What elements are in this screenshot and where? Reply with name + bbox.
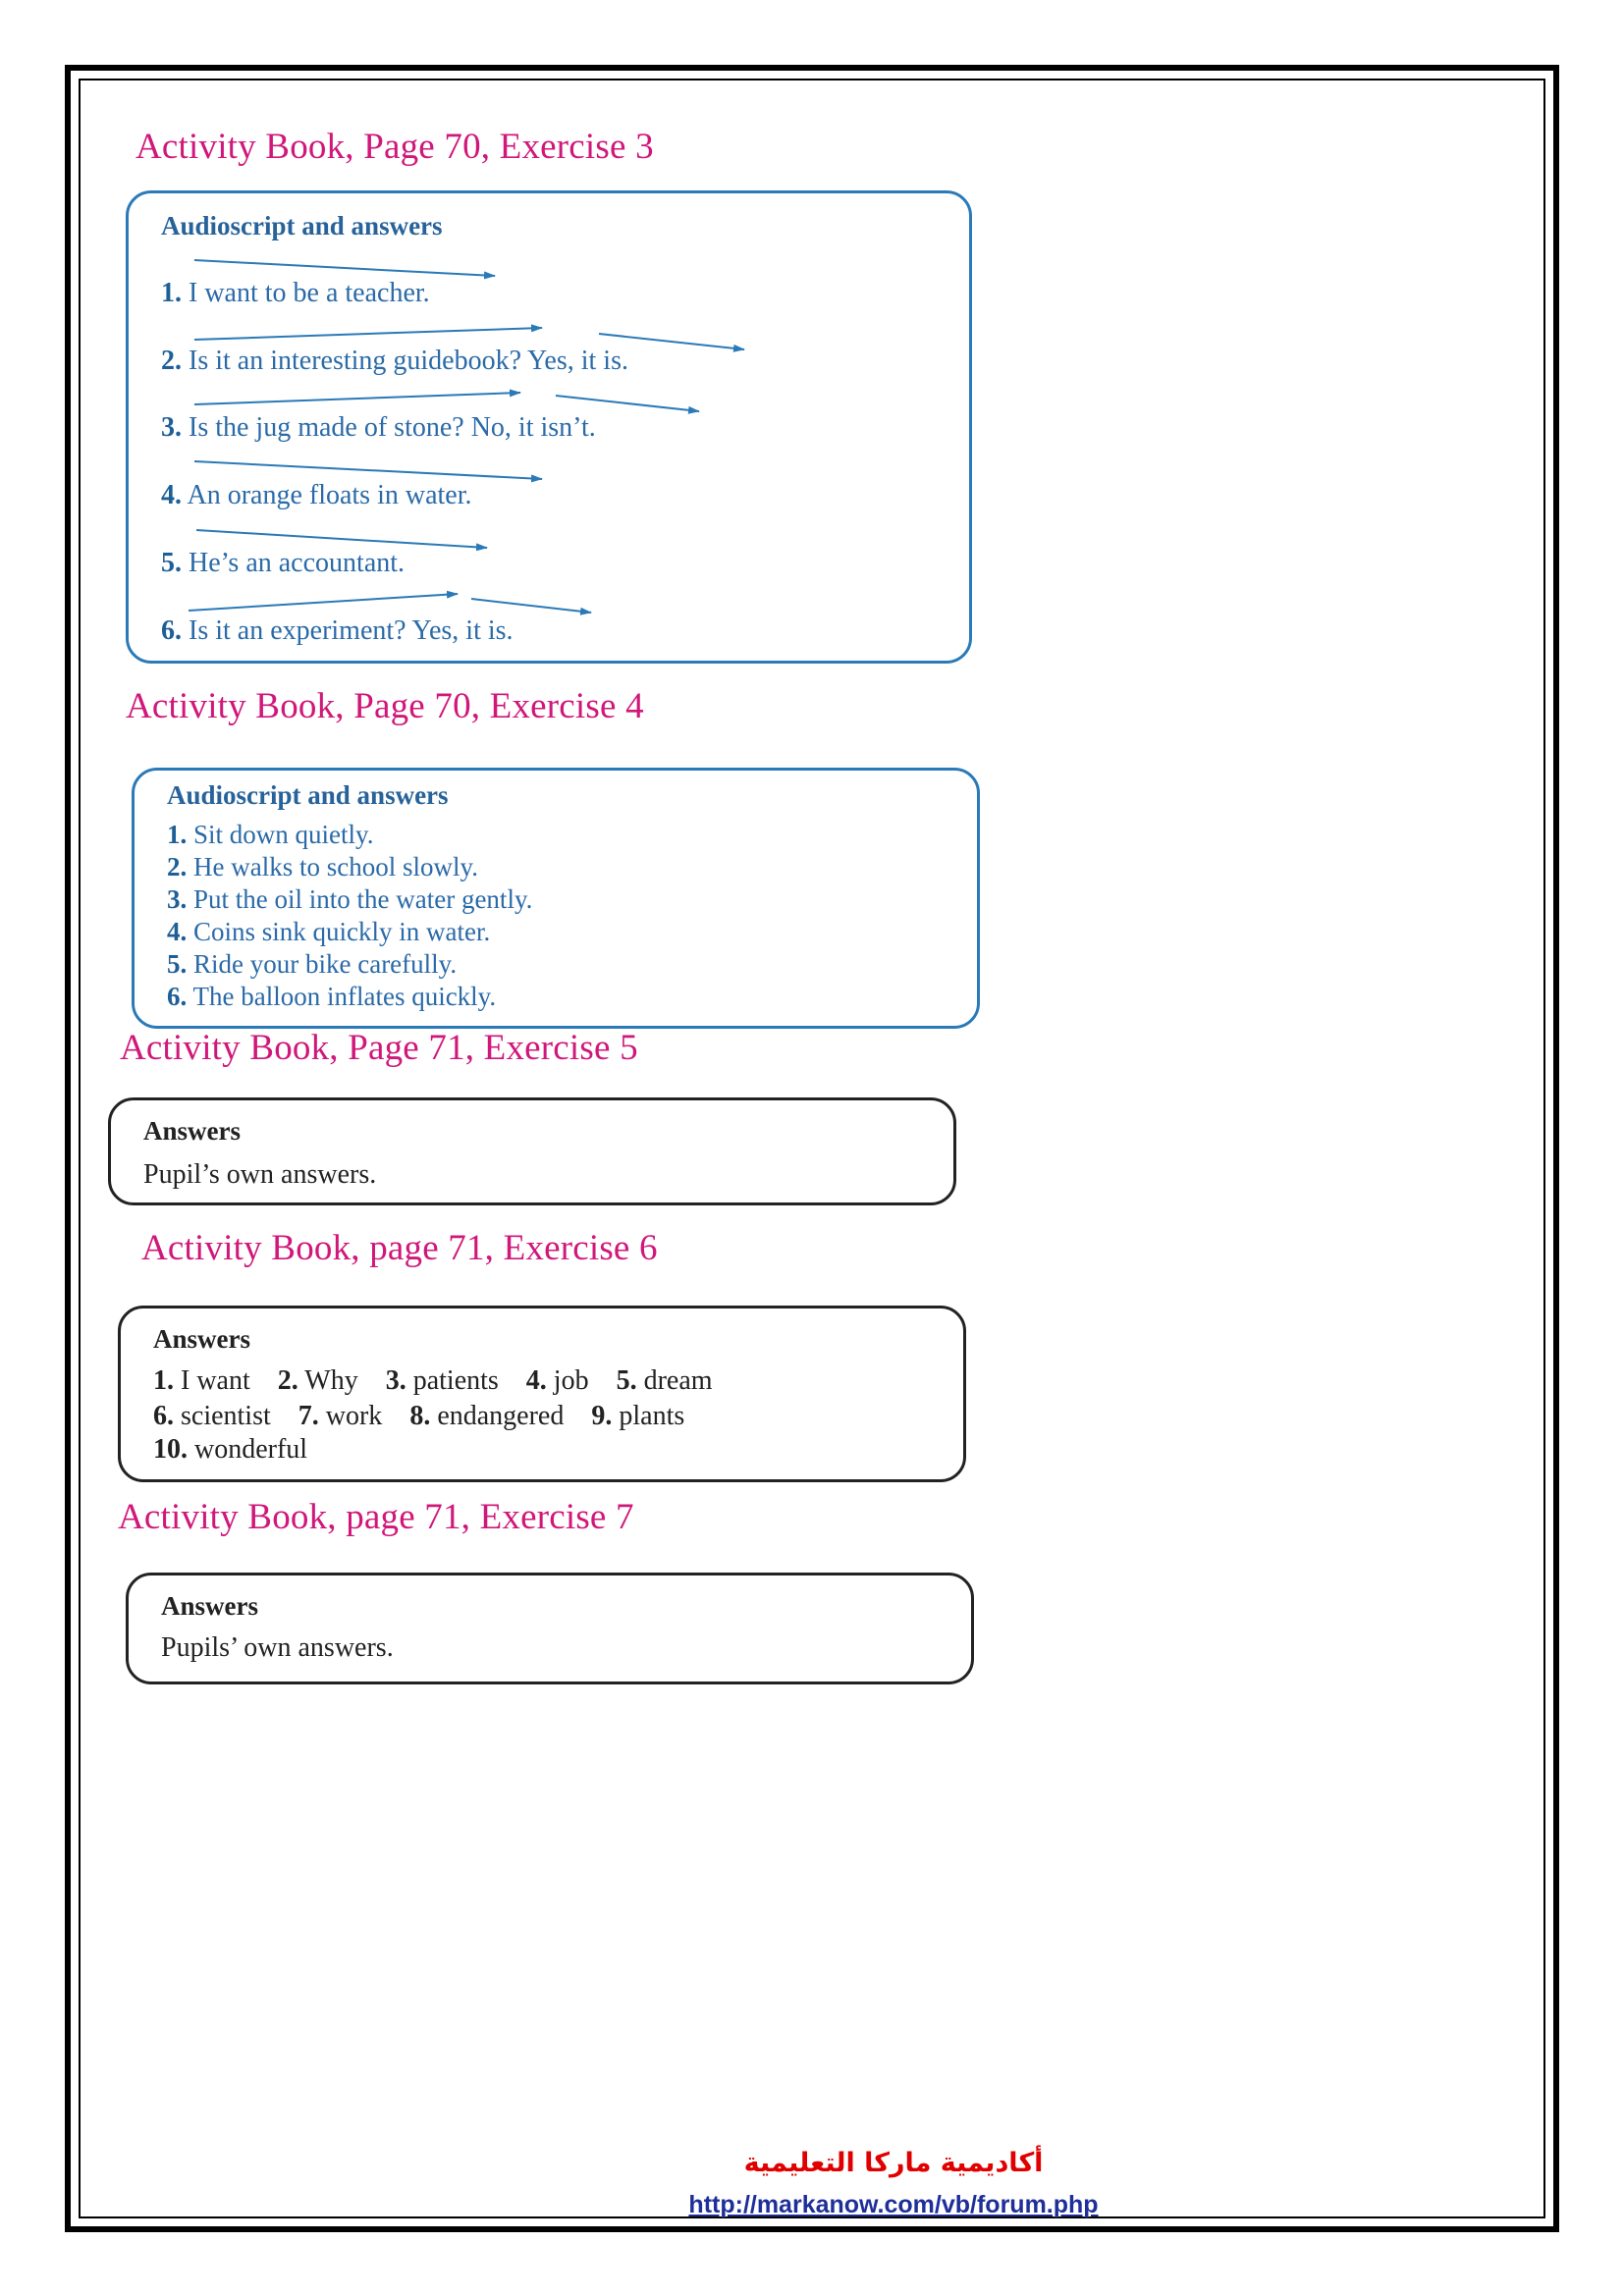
exercise-6-box xyxy=(118,1306,966,1482)
exercise-4-item: 5. Ride your bike carefully. xyxy=(167,949,458,979)
exercise-5-box xyxy=(108,1097,956,1205)
exercise-5-box-title: Answers xyxy=(143,1116,241,1146)
exercise-6-row: 10. wonderful xyxy=(153,1434,308,1465)
exercise-3-item: 6. Is it an experiment? Yes, it is. xyxy=(161,615,514,646)
exercise-7-box xyxy=(126,1573,974,1684)
exercise-4-item: 3. Put the oil into the water gently. xyxy=(167,884,533,914)
exercise-3-item: 2. Is it an interesting guidebook? Yes, it is. xyxy=(161,346,628,376)
exercise-4-item: 4. Coins sink quickly in water. xyxy=(167,917,491,946)
exercise-3-box xyxy=(126,190,972,664)
exercise-6-row: 6. scientist 7. work 8. endangered 9. plants xyxy=(153,1401,685,1431)
exercise-4-item: 2. He walks to school slowly. xyxy=(167,852,478,881)
exercise-6-row: 1. I want 2. Why 3. patients 4. job 5. dream xyxy=(153,1365,713,1396)
exercise-4-item: 1. Sit down quietly. xyxy=(167,820,374,849)
exercise-6-heading: Activity Book, page 71, Exercise 6 xyxy=(141,1228,658,1268)
exercise-3-box-title: Audioscript and answers xyxy=(161,211,443,240)
exercise-3-item: 3. Is the jug made of stone? No, it isn’t. xyxy=(161,412,596,443)
exercise-4-heading: Activity Book, Page 70, Exercise 4 xyxy=(126,686,644,726)
exercise-4-box-title: Audioscript and answers xyxy=(167,780,449,810)
exercise-5-answer: Pupil’s own answers. xyxy=(143,1159,377,1190)
exercise-7-box-title: Answers xyxy=(161,1591,258,1621)
exercise-4-box xyxy=(132,768,980,1029)
exercise-3-item: 4. An orange floats in water. xyxy=(161,480,472,510)
exercise-5-heading: Activity Book, Page 71, Exercise 5 xyxy=(120,1028,638,1068)
exercise-6-box-title: Answers xyxy=(153,1324,250,1354)
exercise-7-heading: Activity Book, page 71, Exercise 7 xyxy=(118,1497,634,1537)
exercise-4-item: 6. The balloon inflates quickly. xyxy=(167,982,497,1011)
exercise-3-item: 5. He’s an accountant. xyxy=(161,548,406,578)
footer-academy-name: أكاديمية ماركا التعليمية xyxy=(743,2148,1044,2178)
exercise-3-heading: Activity Book, Page 70, Exercise 3 xyxy=(135,127,654,167)
exercise-7-answer: Pupils’ own answers. xyxy=(161,1632,394,1663)
exercise-3-item: 1. I want to be a teacher. xyxy=(161,278,430,308)
footer-forum-link[interactable]: http://markanow.com/vb/forum.php xyxy=(688,2191,1099,2218)
